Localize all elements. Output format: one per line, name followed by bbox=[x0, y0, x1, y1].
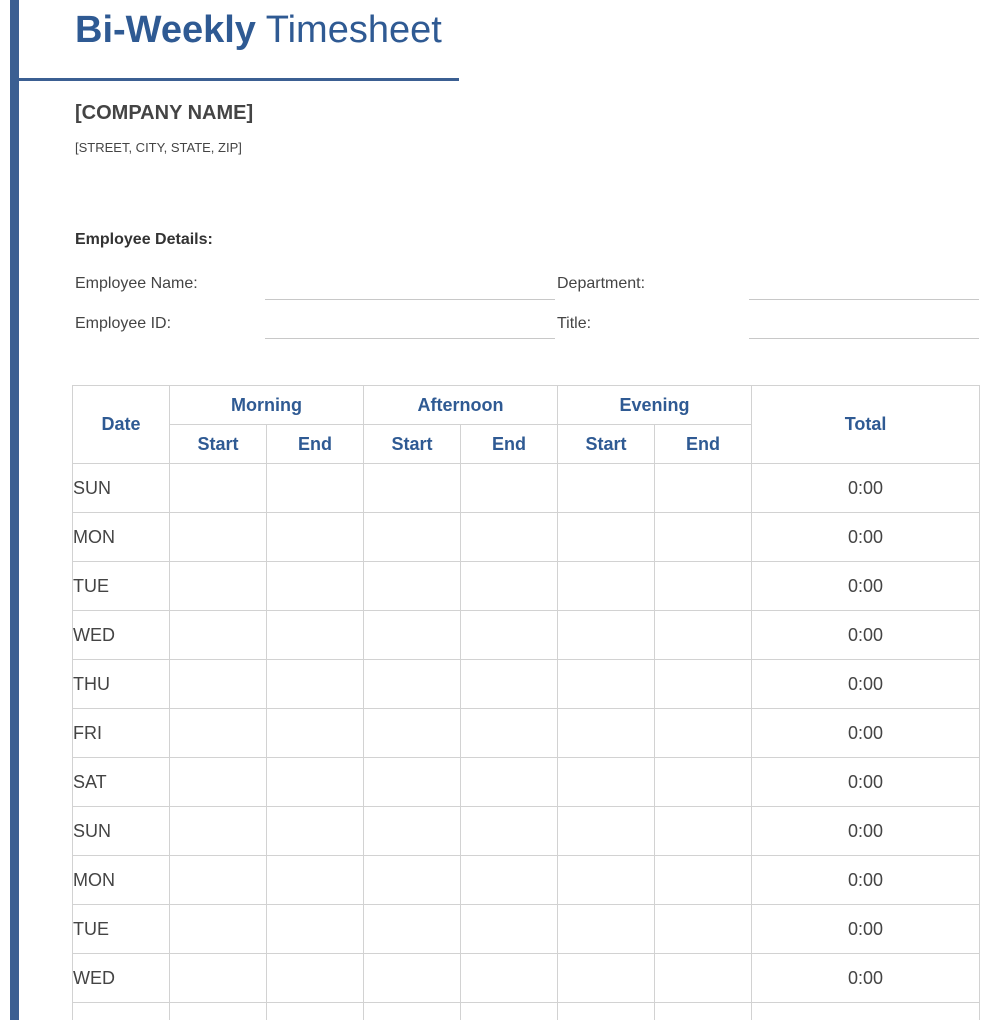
morning-end-cell[interactable] bbox=[267, 709, 364, 758]
department-field[interactable] bbox=[749, 299, 979, 300]
morning-start-cell[interactable] bbox=[170, 464, 267, 513]
evening-end-cell[interactable] bbox=[655, 709, 752, 758]
evening-start-cell[interactable] bbox=[558, 954, 655, 1003]
morning-end-header: End bbox=[267, 425, 364, 464]
afternoon-end-cell[interactable] bbox=[461, 1003, 558, 1020]
table-row bbox=[73, 513, 980, 562]
day-cell: MON bbox=[73, 856, 170, 905]
employee-name-label: Employee Name: bbox=[75, 275, 198, 292]
morning-end-cell[interactable] bbox=[267, 954, 364, 1003]
day-cell: SUN bbox=[73, 464, 170, 513]
evening-start-cell[interactable] bbox=[558, 1003, 655, 1020]
evening-header: Evening bbox=[558, 386, 752, 425]
table-row bbox=[73, 758, 980, 807]
evening-start-header: Start bbox=[558, 425, 655, 464]
morning-end-cell[interactable] bbox=[267, 905, 364, 954]
total-cell: 0:00 bbox=[752, 856, 980, 905]
total-cell: 0:00 bbox=[752, 954, 980, 1003]
company-address: [STREET, CITY, STATE, ZIP] bbox=[75, 140, 242, 155]
total-cell: 0:00 bbox=[752, 464, 980, 513]
table-row bbox=[73, 709, 980, 758]
total-cell bbox=[752, 1003, 980, 1020]
morning-end-cell[interactable] bbox=[267, 464, 364, 513]
afternoon-end-cell[interactable] bbox=[461, 660, 558, 709]
department-label: Department: bbox=[557, 275, 646, 292]
afternoon-start-cell[interactable] bbox=[364, 1003, 461, 1020]
evening-end-cell[interactable] bbox=[655, 758, 752, 807]
morning-header: Morning bbox=[170, 386, 364, 425]
evening-end-cell[interactable] bbox=[655, 562, 752, 611]
morning-end-cell[interactable] bbox=[267, 562, 364, 611]
evening-start-cell[interactable] bbox=[558, 905, 655, 954]
morning-end-cell[interactable] bbox=[267, 856, 364, 905]
left-accent-bar bbox=[10, 0, 19, 1020]
day-cell: TUE bbox=[73, 905, 170, 954]
day-cell: THU bbox=[73, 660, 170, 709]
afternoon-start-cell[interactable] bbox=[364, 513, 461, 562]
day-cell: SAT bbox=[73, 758, 170, 807]
day-cell: SUN bbox=[73, 807, 170, 856]
evening-end-header: End bbox=[655, 425, 752, 464]
total-cell: 0:00 bbox=[752, 807, 980, 856]
table-row bbox=[73, 807, 980, 856]
evening-start-cell[interactable] bbox=[558, 611, 655, 660]
day-cell bbox=[73, 1003, 170, 1020]
afternoon-start-cell[interactable] bbox=[364, 807, 461, 856]
afternoon-end-cell[interactable] bbox=[461, 954, 558, 1003]
morning-end-cell[interactable] bbox=[267, 660, 364, 709]
afternoon-start-cell[interactable] bbox=[364, 464, 461, 513]
morning-end-cell[interactable] bbox=[267, 807, 364, 856]
total-cell: 0:00 bbox=[752, 611, 980, 660]
evening-end-cell[interactable] bbox=[655, 464, 752, 513]
morning-end-cell[interactable] bbox=[267, 611, 364, 660]
morning-start-cell[interactable] bbox=[170, 1003, 267, 1020]
title-field[interactable] bbox=[749, 338, 979, 339]
afternoon-end-cell[interactable] bbox=[461, 611, 558, 660]
afternoon-start-cell[interactable] bbox=[364, 562, 461, 611]
morning-start-cell[interactable] bbox=[170, 856, 267, 905]
evening-end-cell[interactable] bbox=[655, 660, 752, 709]
table-row bbox=[73, 464, 980, 513]
title-underline bbox=[19, 78, 459, 81]
morning-start-cell[interactable] bbox=[170, 905, 267, 954]
evening-end-cell[interactable] bbox=[655, 513, 752, 562]
day-cell: WED bbox=[73, 611, 170, 660]
morning-start-cell[interactable] bbox=[170, 562, 267, 611]
title-bold-part: Bi-Weekly bbox=[75, 9, 256, 51]
table-row bbox=[73, 905, 980, 954]
employee-id-field[interactable] bbox=[265, 338, 555, 339]
total-cell: 0:00 bbox=[752, 709, 980, 758]
afternoon-end-cell[interactable] bbox=[461, 807, 558, 856]
total-cell: 0:00 bbox=[752, 660, 980, 709]
afternoon-end-cell[interactable] bbox=[461, 758, 558, 807]
table-row bbox=[73, 856, 980, 905]
day-cell: TUE bbox=[73, 562, 170, 611]
morning-end-cell[interactable] bbox=[267, 513, 364, 562]
afternoon-start-cell[interactable] bbox=[364, 905, 461, 954]
morning-start-cell[interactable] bbox=[170, 758, 267, 807]
evening-end-cell[interactable] bbox=[655, 611, 752, 660]
morning-start-cell[interactable] bbox=[170, 807, 267, 856]
company-name: [COMPANY NAME] bbox=[75, 102, 254, 124]
total-header: Total bbox=[752, 386, 980, 464]
afternoon-header: Afternoon bbox=[364, 386, 558, 425]
afternoon-start-header: Start bbox=[364, 425, 461, 464]
afternoon-start-cell[interactable] bbox=[364, 660, 461, 709]
evening-start-cell[interactable] bbox=[558, 758, 655, 807]
morning-end-cell[interactable] bbox=[267, 1003, 364, 1020]
table-row bbox=[73, 611, 980, 660]
afternoon-end-cell[interactable] bbox=[461, 464, 558, 513]
total-cell: 0:00 bbox=[752, 513, 980, 562]
page-title bbox=[75, 6, 442, 54]
afternoon-start-cell[interactable] bbox=[364, 856, 461, 905]
table-row bbox=[73, 1003, 980, 1020]
table-row bbox=[73, 954, 980, 1003]
evening-end-cell[interactable] bbox=[655, 905, 752, 954]
table-header bbox=[73, 386, 980, 464]
morning-start-cell[interactable] bbox=[170, 660, 267, 709]
afternoon-end-cell[interactable] bbox=[461, 562, 558, 611]
total-cell: 0:00 bbox=[752, 758, 980, 807]
table-row bbox=[73, 660, 980, 709]
evening-end-cell[interactable] bbox=[655, 1003, 752, 1020]
evening-start-cell[interactable] bbox=[558, 562, 655, 611]
day-cell: WED bbox=[73, 954, 170, 1003]
afternoon-end-header: End bbox=[461, 425, 558, 464]
employee-name-field[interactable] bbox=[265, 299, 555, 300]
timesheet-table bbox=[72, 385, 980, 1020]
morning-start-cell[interactable] bbox=[170, 513, 267, 562]
morning-end-cell[interactable] bbox=[267, 758, 364, 807]
evening-start-cell[interactable] bbox=[558, 513, 655, 562]
total-cell: 0:00 bbox=[752, 905, 980, 954]
afternoon-end-cell[interactable] bbox=[461, 709, 558, 758]
table-body bbox=[73, 464, 980, 1020]
evening-end-cell[interactable] bbox=[655, 954, 752, 1003]
afternoon-start-cell[interactable] bbox=[364, 758, 461, 807]
table-row bbox=[73, 562, 980, 611]
evening-start-cell[interactable] bbox=[558, 856, 655, 905]
afternoon-start-cell[interactable] bbox=[364, 611, 461, 660]
day-cell: FRI bbox=[73, 709, 170, 758]
evening-start-cell[interactable] bbox=[558, 660, 655, 709]
afternoon-start-cell[interactable] bbox=[364, 954, 461, 1003]
evening-end-cell[interactable] bbox=[655, 856, 752, 905]
evening-start-cell[interactable] bbox=[558, 464, 655, 513]
afternoon-start-cell[interactable] bbox=[364, 709, 461, 758]
total-cell: 0:00 bbox=[752, 562, 980, 611]
morning-start-cell[interactable] bbox=[170, 611, 267, 660]
employee-details-heading: Employee Details: bbox=[75, 231, 213, 248]
date-header: Date bbox=[73, 386, 170, 464]
morning-start-cell[interactable] bbox=[170, 709, 267, 758]
title-label: Title: bbox=[557, 315, 592, 332]
evening-start-cell[interactable] bbox=[558, 709, 655, 758]
employee-id-label: Employee ID: bbox=[75, 315, 172, 332]
day-cell: MON bbox=[73, 513, 170, 562]
morning-start-header: Start bbox=[170, 425, 267, 464]
morning-start-cell[interactable] bbox=[170, 954, 267, 1003]
title-rest-part: Timesheet bbox=[255, 9, 442, 51]
evening-end-cell[interactable] bbox=[655, 807, 752, 856]
afternoon-end-cell[interactable] bbox=[461, 905, 558, 954]
afternoon-end-cell[interactable] bbox=[461, 513, 558, 562]
afternoon-end-cell[interactable] bbox=[461, 856, 558, 905]
evening-start-cell[interactable] bbox=[558, 807, 655, 856]
